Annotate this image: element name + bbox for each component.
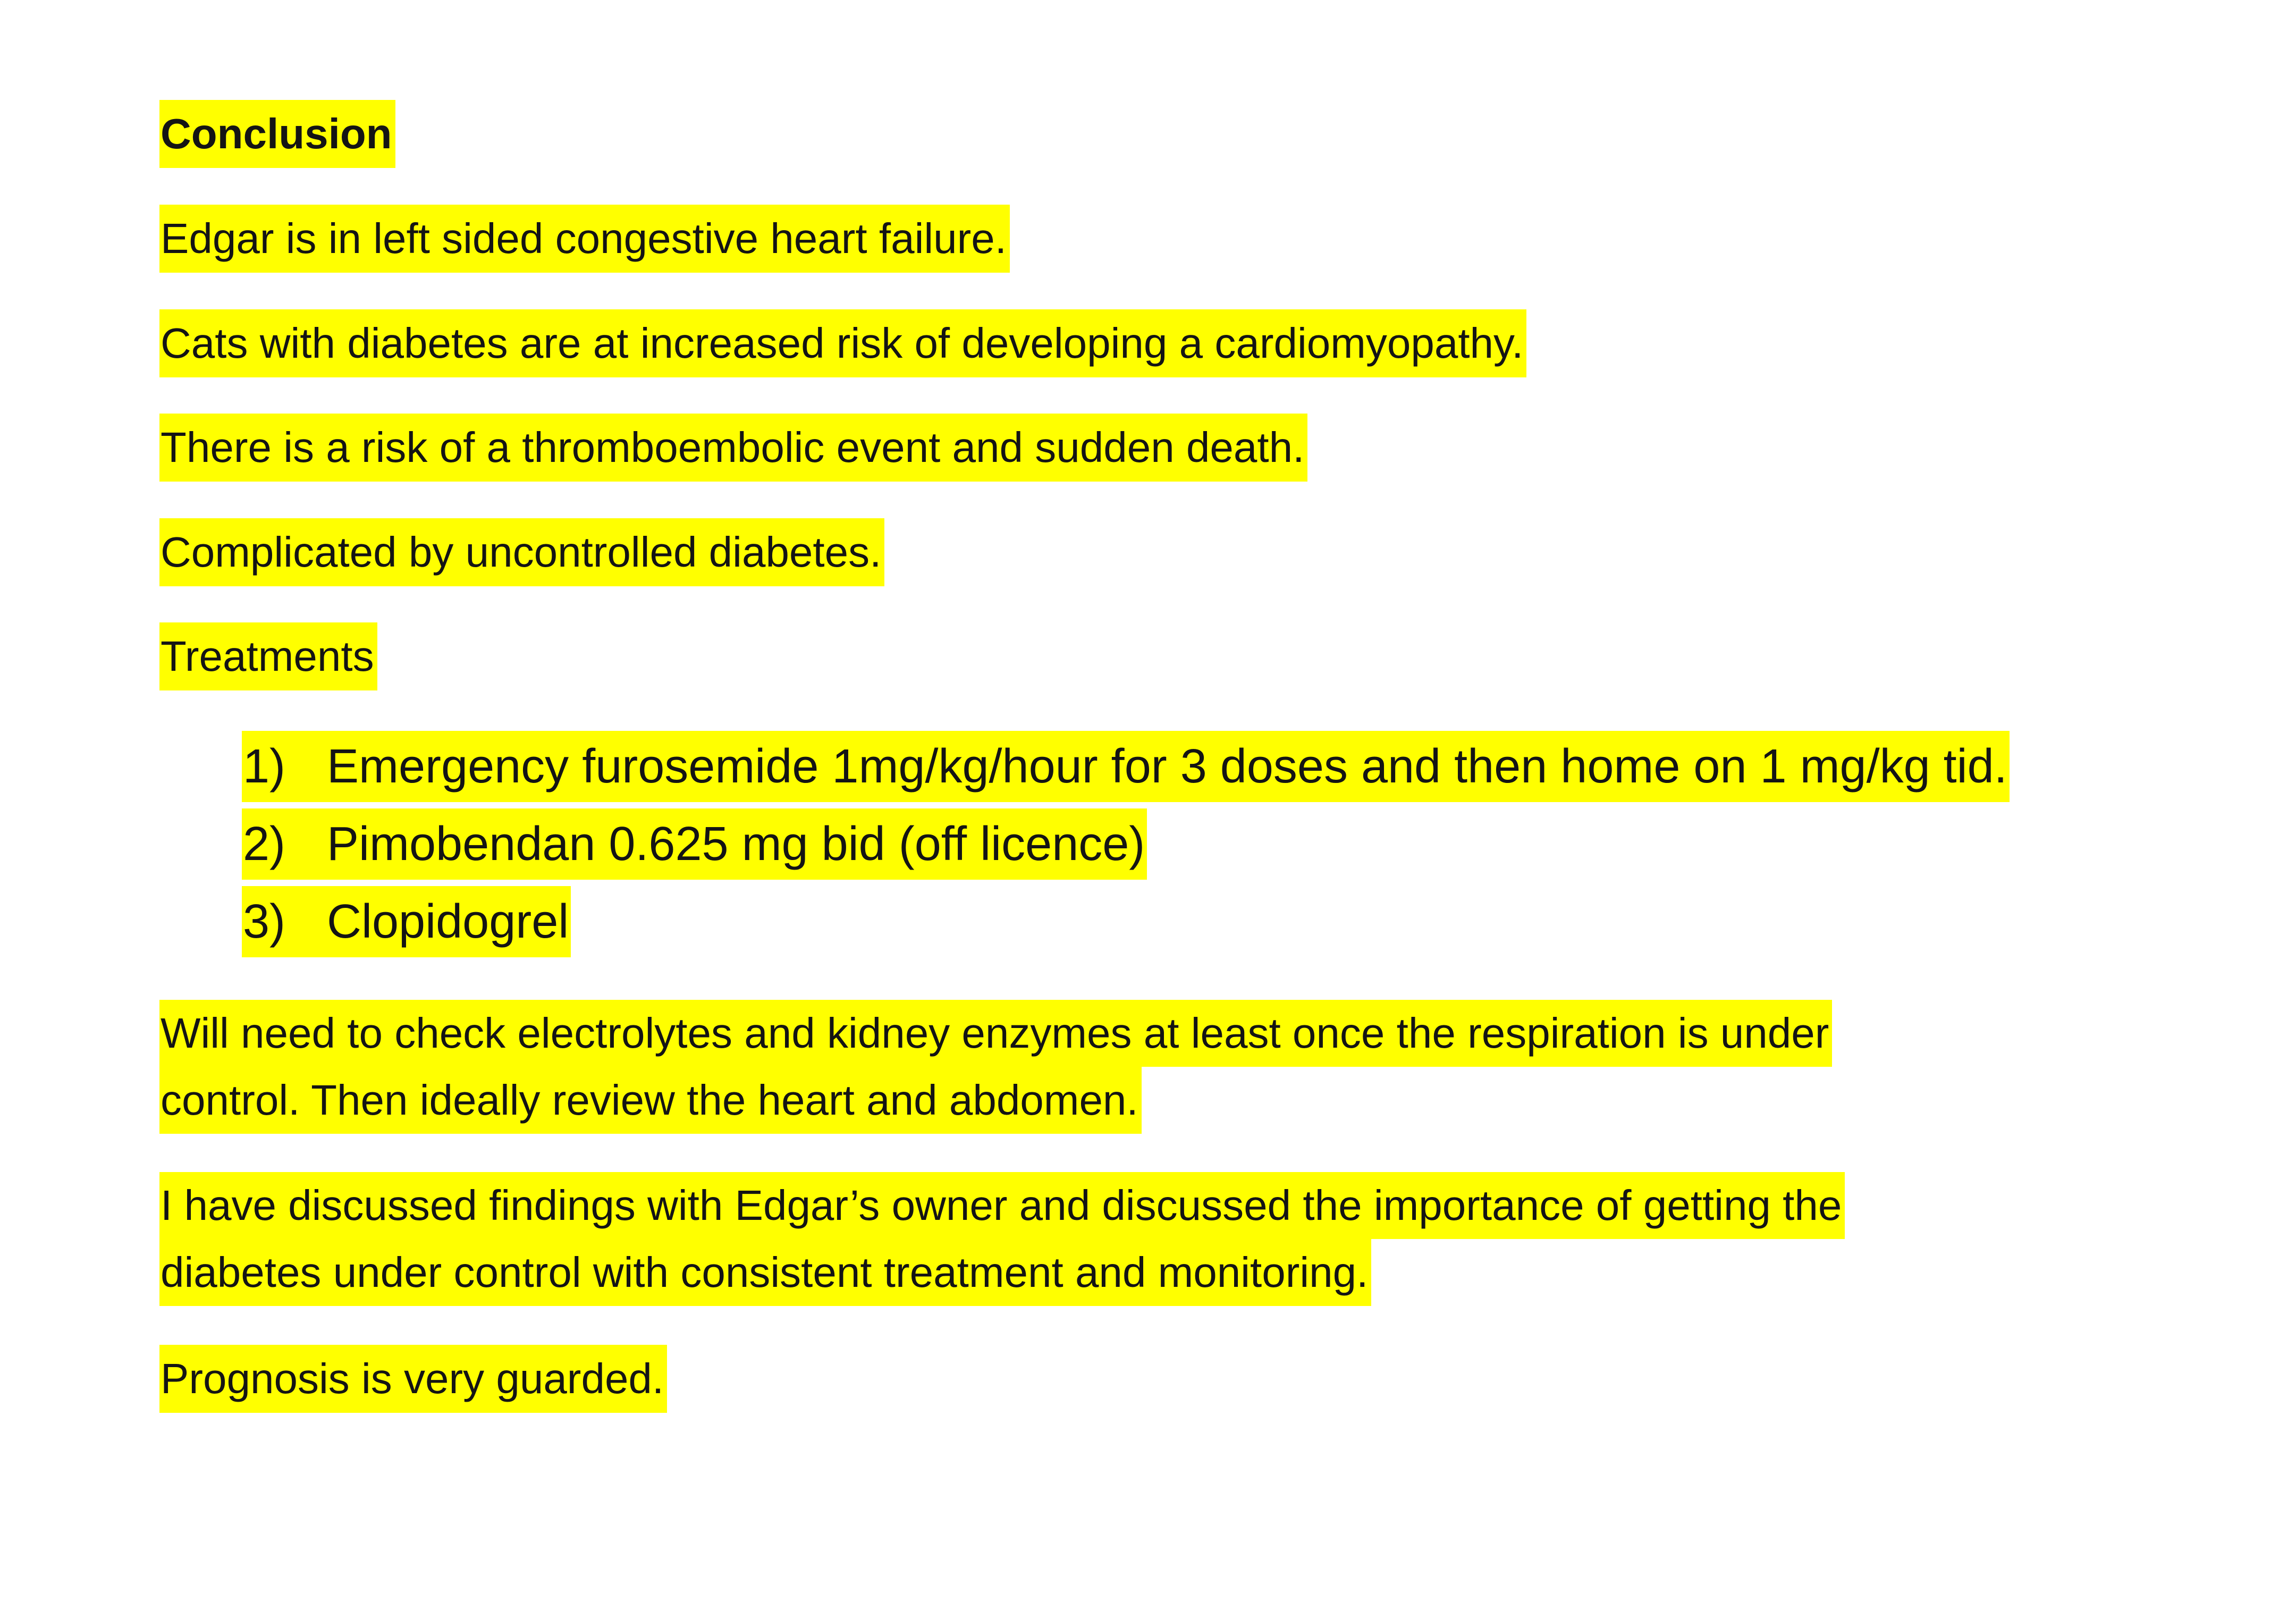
heading-text: Conclusion (159, 100, 395, 168)
paragraph-text: Cats with diabetes are at increased risk of developing a cardiomyopathy. (159, 309, 1526, 377)
list-number: 2) (243, 818, 286, 871)
list-item-text: Emergency furosemide 1mg/kg/hour for 3 doses and then home on 1 mg/kg tid. (327, 740, 2007, 793)
paragraph-line (159, 1239, 1845, 1306)
list-item-text: Clopidogrel (327, 895, 569, 948)
paragraph-text: Edgar is in left sided congestive heart failure. (159, 205, 1010, 273)
paragraph-line (159, 1172, 1845, 1239)
paragraph-text: Will need to check electrolytes and kidney enzymes at least once the respiration is under (159, 1000, 1832, 1067)
list-item (242, 728, 2010, 805)
list-item-highlight (242, 808, 1147, 880)
heading-conclusion (159, 100, 395, 168)
paragraph-text: control. Then ideally review the heart and abdomen. (159, 1067, 1142, 1134)
paragraph-text: Prognosis is very guarded. (159, 1345, 667, 1413)
paragraph-diabetes-risk (159, 309, 1526, 377)
list-item-text: Pimobendan 0.625 mg bid (off licence) (327, 818, 1145, 871)
paragraph-owner-discussion (159, 1172, 1845, 1306)
list-item (242, 805, 2010, 883)
paragraph-thromboembolic-risk (159, 414, 1307, 482)
list-number: 3) (243, 895, 286, 948)
paragraph-line (159, 1067, 1832, 1134)
paragraph-complicated (159, 518, 884, 586)
list-item (242, 883, 2010, 960)
paragraph-text: There is a risk of a thromboembolic event and sudden death. (159, 414, 1307, 482)
paragraph-heart-failure (159, 205, 1010, 273)
list-item-highlight (242, 886, 571, 957)
list-item-highlight (242, 731, 2010, 802)
paragraph-treatments-label (159, 622, 377, 690)
paragraph-text: Treatments (159, 622, 377, 690)
paragraph-electrolytes (159, 1000, 1832, 1134)
paragraph-text: diabetes under control with consistent treatment and monitoring. (159, 1239, 1371, 1306)
paragraph-line (159, 1000, 1832, 1067)
treatments-list (242, 728, 2010, 960)
paragraph-text: Complicated by uncontrolled diabetes. (159, 518, 884, 586)
paragraph-prognosis (159, 1345, 667, 1413)
list-number: 1) (243, 740, 286, 793)
paragraph-text: I have discussed findings with Edgar’s owner and discussed the importance of getting the (159, 1172, 1845, 1239)
